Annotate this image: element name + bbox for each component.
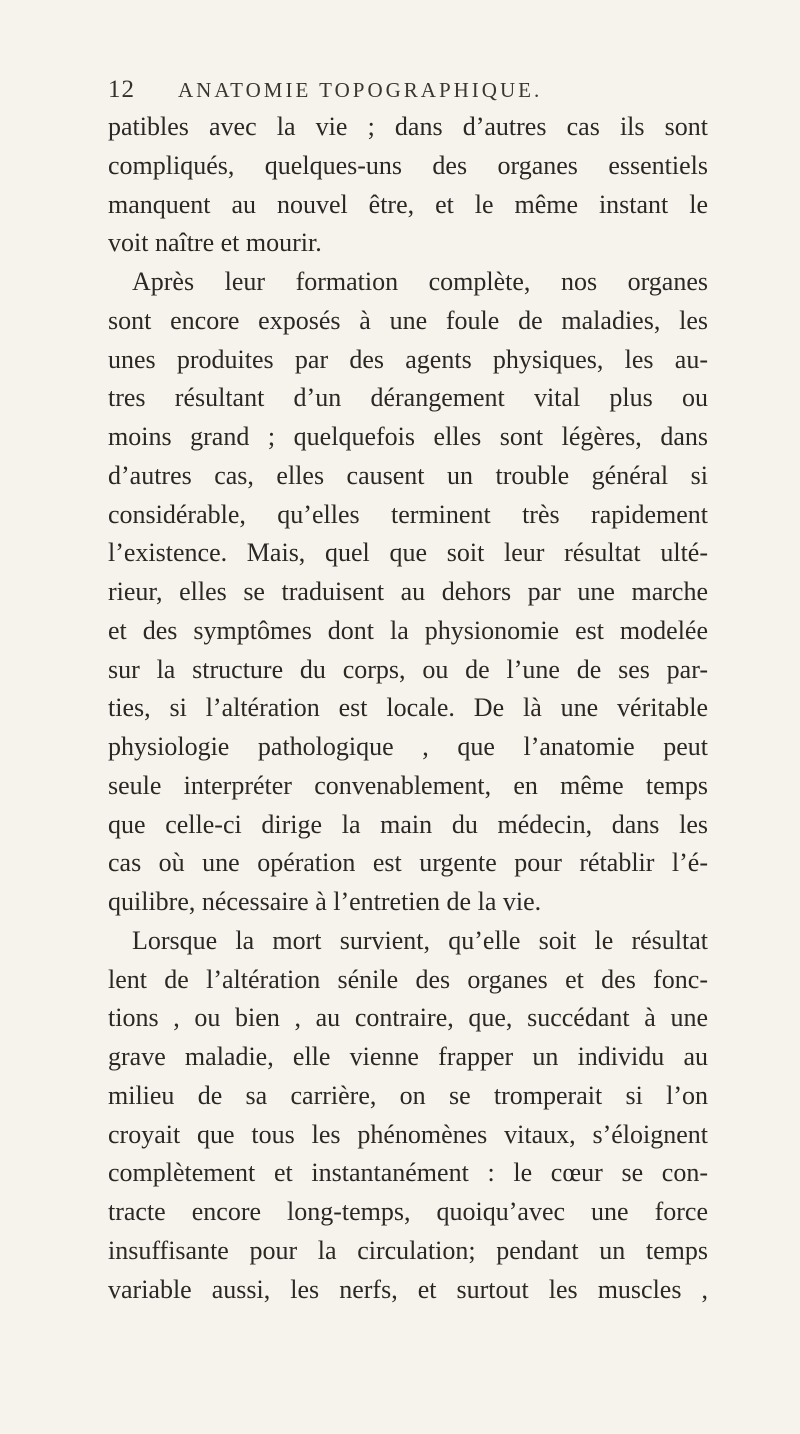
page-number: 12 — [108, 76, 135, 103]
text-line: ties, si l’altération est locale. De là une véritable — [108, 693, 708, 723]
text-line: d’autres cas, elles causent un trouble général si — [108, 460, 708, 490]
text-line: seule interpréter convenablement, en même temps — [108, 770, 708, 800]
text-line: lent de l’altération sénile des organes et des fonc- — [108, 964, 708, 994]
text-line: unes produites par des agents physiques, les au- — [108, 344, 708, 374]
text-line: physiologie pathologique , que l’anatomie peut — [108, 732, 708, 761]
text-line: croyait que tous les phénomènes vitaux, s’éloignent — [108, 1119, 708, 1149]
text-line: considérable, qu’elles terminent très rapidement — [108, 499, 708, 529]
text-line: que celle-ci dirige la main du médecin, dans les — [108, 809, 708, 839]
text-line: Après leur formation complète, nos organes — [132, 267, 708, 296]
text-line: complètement et instantanément : le cœur se con- — [108, 1158, 708, 1188]
text-line: Lorsque la mort survient, qu’elle soit le résultat — [132, 925, 708, 955]
text-line: milieu de sa carrière, on se tromperait si l’on — [108, 1080, 708, 1110]
text-line: quilibre, nécessaire à l’entretien de la vie. — [108, 887, 542, 916]
text-line: rieur, elles se traduisent au dehors par une marche — [108, 577, 708, 606]
text-line: manquent au nouvel être, et le même instant le — [108, 189, 708, 219]
text-line: insuffisante pour la circulation; pendant un temps — [108, 1235, 708, 1265]
text-line: cas où une opération est urgente pour rétablir l’é- — [108, 848, 708, 878]
text-line: compliqués, quelques-uns des organes essentiels — [108, 150, 708, 180]
text-line: tions , ou bien , au contraire, que, succédant à une — [108, 1003, 708, 1033]
text-line: moins grand ; quelquefois elles sont légères, dans — [108, 422, 708, 451]
page-header — [108, 76, 708, 106]
running-head: ANATOMIE TOPOGRAPHIQUE. — [178, 78, 543, 102]
body-text — [108, 108, 708, 1309]
text-line: tres résultant d’un dérangement vital plus ou — [108, 383, 708, 413]
text-line: patibles avec la vie ; dans d’autres cas ils sont — [108, 112, 708, 141]
text-line: sont encore exposés à une foule de maladies, les — [108, 305, 708, 335]
text-line: variable aussi, les nerfs, et surtout les muscles , — [108, 1274, 708, 1304]
text-line: voit naître et mourir. — [108, 228, 322, 258]
text-line: tracte encore long-temps, quoiqu’avec une force — [108, 1197, 708, 1226]
text-line: grave maladie, elle vienne frapper un individu au — [108, 1042, 708, 1071]
text-line: l’existence. Mais, quel que soit leur résultat ulté- — [108, 538, 708, 568]
text-line: sur la structure du corps, ou de l’une de ses par- — [108, 654, 708, 684]
text-line: et des symptômes dont la physionomie est modelée — [108, 615, 708, 645]
